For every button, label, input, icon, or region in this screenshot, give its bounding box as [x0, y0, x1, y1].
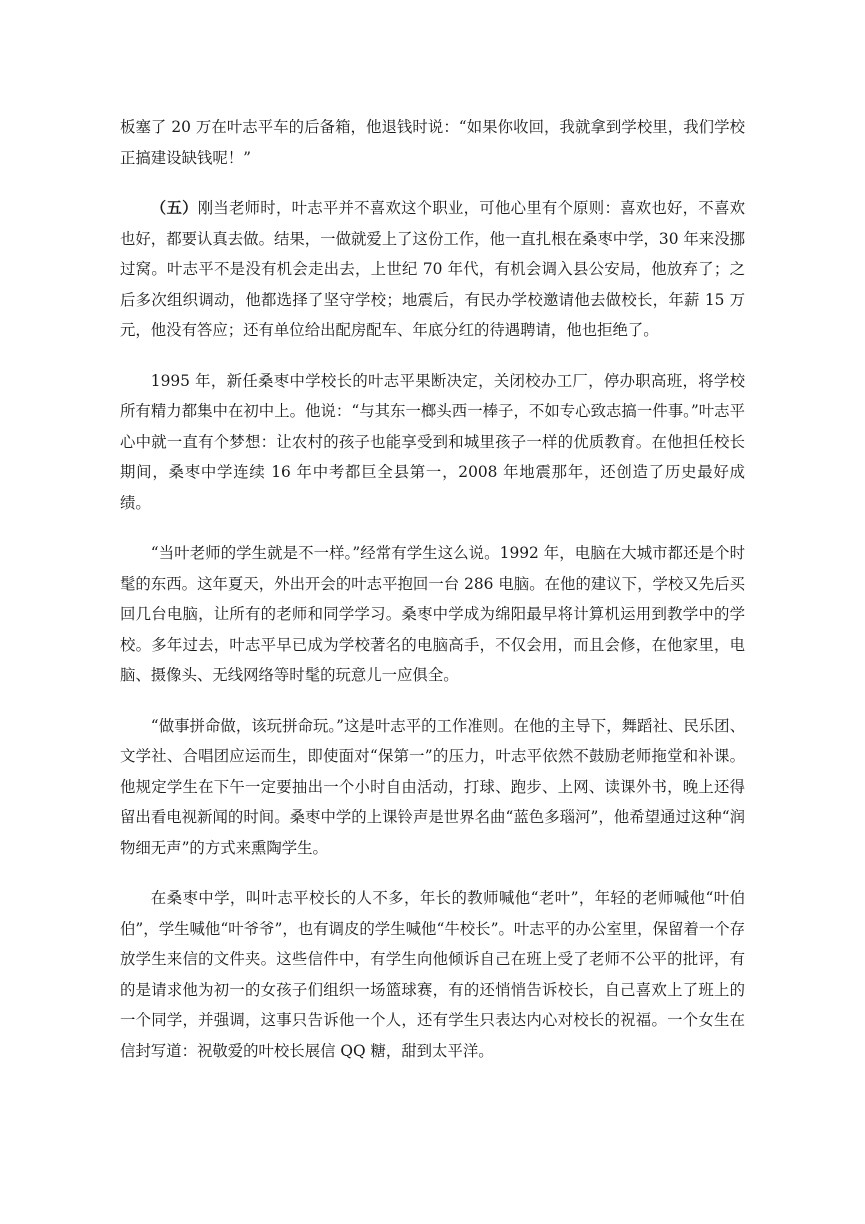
paragraph-text: 1995 年，新任桑枣中学校长的叶志平果断决定，关闭校办工厂，停办职高班，将学校所有精力都集中在初中上。他说：“与其东一榔头西一棒子，不如专心致志搞一件事。”叶志平心中就一直有个梦想：让农村的孩子也能享受到和城里孩子一样的优质教育。在他担任校长期间，桑枣中学连续 16 年中考都巨全县第一，2008 年地震那年，还创造了历史最好成绩。	[120, 371, 745, 512]
paragraph-text: 在桑枣中学，叫叶志平校长的人不多，年长的教师喊他“老叶”，年轻的老师喊他“叶伯伯”，学生喊他“叶爷爷”，也有调皮的学生喊他“牛校长”。叶志平的办公室里，保留着一个存放学生来信的文件夹。这些信件中，有学生向他倾诉自己在班上受了老师不公平的批评，有的是请求他为初一的女孩子们组织一场篮球赛，有的还悄悄告诉校长，自己喜欢上了班上的一个同学，并强调，这事只告诉他一个人，还有学生只表达内心对校长的祝福。一个女生在信封写道：祝敬爱的叶校长展信 QQ 糖，甜到太平洋。	[120, 889, 745, 1060]
section-number: （五）	[150, 199, 198, 217]
paragraph-text: 板塞了 20 万在叶志平车的后备箱，他退钱时说：“如果你收回，我就拿到学校里，我们学校正搞建设缺钱呢！”	[120, 118, 745, 167]
paragraph-work-principle	[120, 711, 745, 864]
paragraph-letters	[120, 883, 745, 1066]
paragraph-continuation	[120, 112, 745, 173]
paragraph-text: 刚当老师时，叶志平并不喜欢这个职业，可他心里有个原则：喜欢也好，不喜欢也好，都要认真去做。结果，一做就爱上了这份工作，他一直扎根在桑枣中学，30 年来没挪过窝。叶志平不是没有机会走出去，上世纪 70 年代，有机会调入县公安局，他放弃了；之后多次组织调动，他都选择了坚守学校；地震后，有民办学校邀请他去做校长，年薪 15 万元，他没有答应；还有单位给出配房配车、年底分红的待遇聘请，他也拒绝了。	[120, 199, 745, 339]
paragraph-text: “做事拼命做，该玩拼命玩。”这是叶志平的工作准则。在他的主导下，舞蹈社、民乐团、文学社、合唱团应运而生，即使面对“保第一”的压力，叶志平依然不鼓励老师拖堂和补课。他规定学生在下午一定要抽出一个小时自由活动，打球、跑步、上网、读课外书，晚上还得留出看电视新闻的时间。桑枣中学的上课铃声是世界名曲“蓝色多瑙河”，他希望通过这种“润物细无声”的方式来熏陶学生。	[120, 716, 745, 857]
paragraph-section-five	[120, 193, 745, 346]
paragraph-text: “当叶老师的学生就是不一样。”经常有学生这么说。1992 年，电脑在大城市都还是个时髦的东西。这年夏天，外出开会的叶志平抱回一台 286 电脑。在他的建议下，学校又先后买回几台电脑，让所有的老师和同学学习。桑枣中学成为绵阳最早将计算机运用到教学中的学校。多年过去，叶志平早已成为学校著名的电脑高手，不仅会用，而且会修，在他家里，电脑、摄像头、无线网络等时髦的玩意儿一应俱全。	[120, 544, 745, 684]
paragraph-computers	[120, 538, 745, 691]
paragraph-1995	[120, 366, 745, 519]
